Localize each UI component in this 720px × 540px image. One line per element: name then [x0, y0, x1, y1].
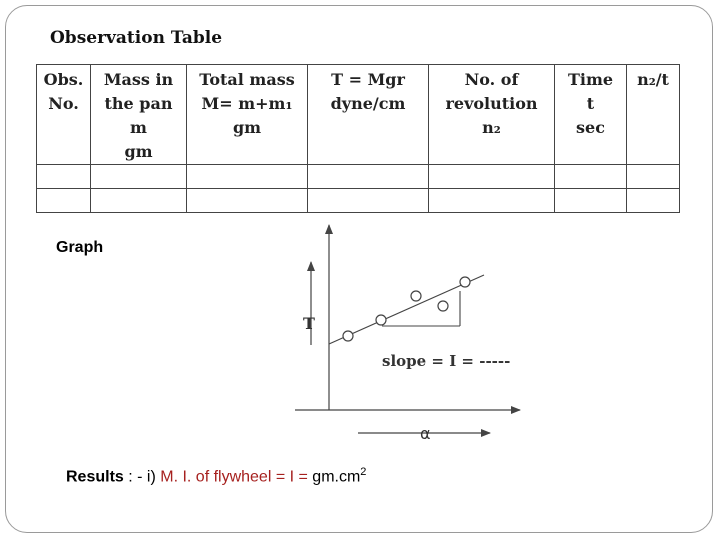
slope-label: slope = I = ----- [382, 352, 511, 370]
col-header-revolutions: No. of revolution n₂ [429, 65, 555, 165]
results-unit-exponent: 2 [360, 466, 367, 478]
data-point [376, 315, 386, 325]
col-header-obs-no: Obs. No. [37, 65, 91, 165]
results-prefix: Results [66, 468, 124, 486]
col-header-total-mass: Total mass M= m+m₁ gm [187, 65, 308, 165]
y-axis-label: T [303, 314, 315, 333]
x-axis-label: α [420, 424, 431, 443]
col-header-torque: T = Mgr dyne/cm [308, 65, 429, 165]
col-header-n2-per-t: n₂/t [627, 65, 680, 165]
results-line [66, 466, 366, 486]
results-text: M. I. of flywheel = I = [160, 468, 313, 486]
col-header-mass-in-pan: Mass in the pan m gm [91, 65, 187, 165]
col-header-time: Time t sec [555, 65, 627, 165]
page-title: Observation Table [50, 28, 223, 48]
data-point [438, 301, 448, 311]
graph-heading: Graph [56, 239, 104, 256]
results-unit: gm.cm [312, 468, 361, 486]
data-point [343, 331, 353, 341]
results-separator: : - i) [123, 468, 161, 486]
data-point [460, 277, 470, 287]
data-point [411, 291, 421, 301]
